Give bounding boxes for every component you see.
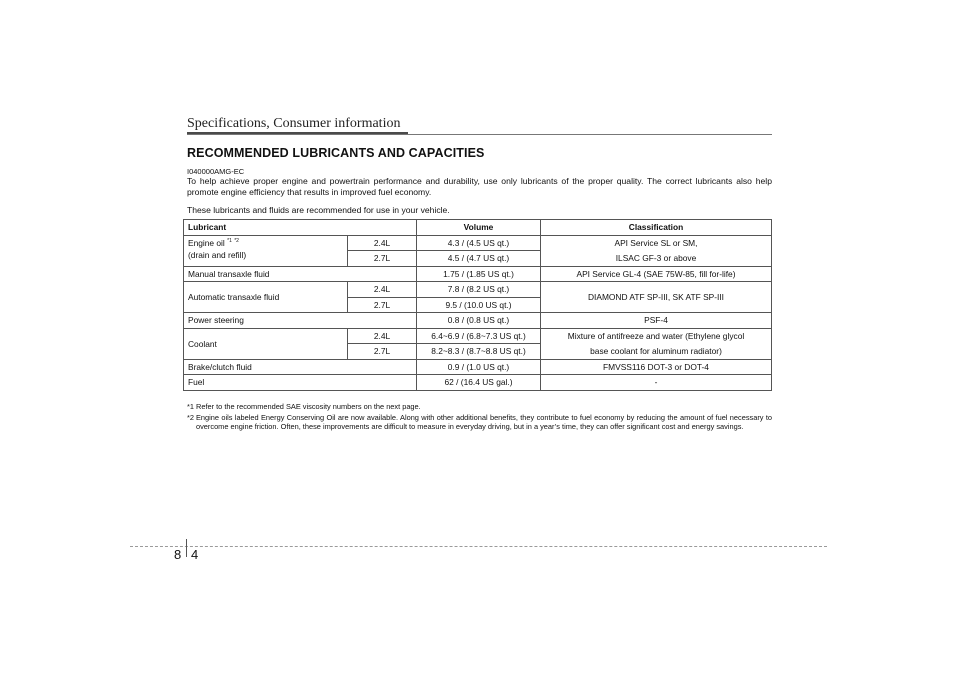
header-lubricant: Lubricant — [184, 220, 417, 236]
section-title: RECOMMENDED LUBRICANTS AND CAPACITIES — [187, 146, 485, 160]
classification-cell: base coolant for aluminum radiator) — [541, 344, 772, 360]
classification-cell: FMVSS116 DOT-3 or DOT-4 — [541, 359, 772, 375]
classification-cell: - — [541, 375, 772, 391]
table-row — [184, 282, 772, 298]
intro-paragraph-2: These lubricants and fluids are recommended for use in your vehicle. — [187, 205, 450, 215]
table-row — [184, 328, 772, 344]
footnote-mark-2: *2 — [234, 237, 239, 244]
engine-size: 2.7L — [348, 344, 417, 360]
engine-size: 2.7L — [348, 251, 417, 267]
lubricant-name: Fuel — [184, 375, 417, 391]
chapter-number: 8 — [174, 547, 182, 562]
classification-cell: API Service GL-4 (SAE 75W-85, fill for-life) — [541, 266, 772, 282]
table-row — [184, 235, 772, 251]
engine-oil-sublabel: (drain and refill) — [188, 249, 247, 260]
footnotes — [187, 402, 772, 433]
engine-oil-cell — [184, 235, 348, 266]
header-rule — [187, 134, 772, 135]
classification-cell: Mixture of antifreeze and water (Ethylene glycol — [541, 328, 772, 344]
volume-cell: 62 / (16.4 US gal.) — [417, 375, 541, 391]
table-row — [184, 359, 772, 375]
lubricant-name: Automatic transaxle fluid — [184, 282, 348, 313]
classification-cell: ILSAC GF-3 or above — [541, 251, 772, 267]
classification-cell: API Service SL or SM, — [541, 235, 772, 251]
footnote-2-text: Engine oils labeled Energy Conserving Oil are now available. Along with other additional benefits, they contribute to fuel economy by reducing the amount of fuel necessary to overcome engine friction. Often, these improvements are difficult to measure in everyday driving, but in a year’s time, they can offer significant cost and energy savings. — [196, 412, 772, 431]
volume-cell: 1.75 / (1.85 US qt.) — [417, 266, 541, 282]
running-title: Specifications, Consumer information — [187, 116, 401, 131]
volume-cell: 9.5 / (10.0 US qt.) — [417, 297, 541, 313]
engine-size: 2.4L — [348, 235, 417, 251]
volume-cell: 8.2~8.3 / (8.7~8.8 US qt.) — [417, 344, 541, 360]
volume-cell: 4.3 / (4.5 US qt.) — [417, 235, 541, 251]
lubricants-table — [183, 219, 772, 391]
engine-oil-label: Engine oil — [188, 237, 225, 248]
footnote-1-text: Refer to the recommended SAE viscosity numbers on the next page. — [196, 402, 421, 411]
volume-cell: 6.4~6.9 / (6.8~7.3 US qt.) — [417, 328, 541, 344]
page-number: 4 — [191, 547, 199, 562]
table-row — [184, 266, 772, 282]
intro-paragraph: To help achieve proper engine and powertrain performance and durability, use only lubricants of the proper quality. The correct lubricants also help promote engine efficiency that results in improved fuel economy. — [187, 176, 772, 197]
footnote-2-mark: *2 — [187, 412, 194, 422]
table-row — [184, 375, 772, 391]
footnote-mark-1: *1 — [227, 237, 232, 244]
volume-cell: 0.8 / (0.8 US qt.) — [417, 313, 541, 329]
lubricant-name: Manual transaxle fluid — [184, 266, 417, 282]
classification-cell: PSF-4 — [541, 313, 772, 329]
header-volume: Volume — [417, 220, 541, 236]
classification-cell: DIAMOND ATF SP-III, SK ATF SP-III — [541, 282, 772, 313]
engine-size: 2.7L — [348, 297, 417, 313]
header-classification: Classification — [541, 220, 772, 236]
volume-cell: 7.8 / (8.2 US qt.) — [417, 282, 541, 298]
table-header-row — [184, 220, 772, 236]
doc-code: I040000AMG-EC — [187, 167, 245, 176]
lubricant-name: Coolant — [184, 328, 348, 359]
engine-size: 2.4L — [348, 282, 417, 298]
footer-divider — [186, 539, 187, 557]
lubricant-name: Brake/clutch fluid — [184, 359, 417, 375]
engine-size: 2.4L — [348, 328, 417, 344]
footnote-1-mark: *1 — [187, 402, 194, 411]
footnote-2 — [187, 413, 772, 432]
volume-cell: 0.9 / (1.0 US qt.) — [417, 359, 541, 375]
footer-rule — [130, 546, 827, 547]
lubricant-name: Power steering — [184, 313, 417, 329]
footnote-1 — [187, 402, 772, 412]
volume-cell: 4.5 / (4.7 US qt.) — [417, 251, 541, 267]
table-row — [184, 313, 772, 329]
